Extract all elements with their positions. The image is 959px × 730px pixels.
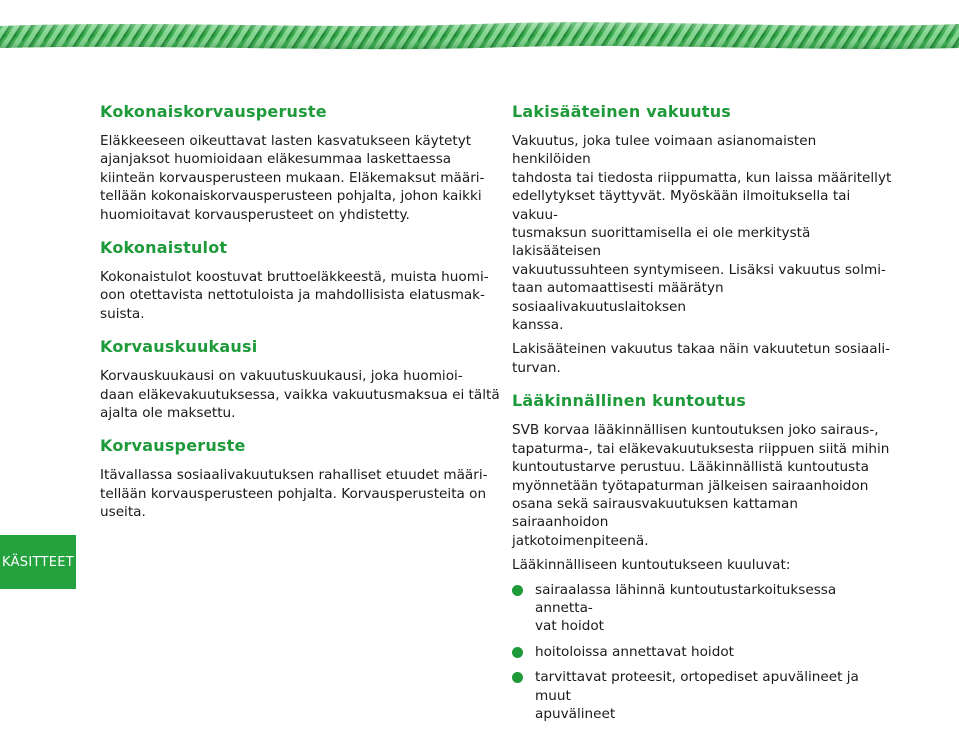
section-korvauskuukausi <box>100 337 500 422</box>
section-kokonaiskorvausperuste <box>100 102 500 224</box>
list-item-text: hoitoloissa annettavat hoidot <box>535 643 734 660</box>
heading-kokonaistulot: Kokonaistulot <box>100 238 228 258</box>
section-tab-label: KÄSITTEET <box>2 554 74 570</box>
list-item <box>512 668 892 723</box>
green-rope-decoration <box>0 18 959 52</box>
text-kokonaiskorvausperuste: Eläkkeeseen oikeuttavat lasten kasvatukseen käytetyt ajanjaksot huomioidaan eläkesummaa laskettaessa kiinteän korvausperusteen mukaan. Eläkemaksut määri- tellään kokonaiskorvausperusteen pohjalta, johon kaikki huomioitavat korvausperusteet on yhdistetty. <box>100 133 485 223</box>
bullet-list <box>512 581 892 724</box>
bullet-dot-icon <box>512 672 523 683</box>
list-item <box>512 643 892 661</box>
left-column <box>100 102 500 536</box>
section-lakisaateinen-vakuutus <box>512 102 892 377</box>
right-column <box>512 102 892 730</box>
heading-laakinnallinen-kuntoutus: Lääkinnällinen kuntoutus <box>512 391 746 411</box>
section-laakinnallinen-kuntoutus <box>512 391 892 723</box>
bullet-dot-icon <box>512 647 523 658</box>
text-lakisaateinen-vakuutus-2: Lakisääteinen vakuutus takaa näin vakuutetun sosiaali- turvan. <box>512 341 891 376</box>
text-korvausperuste: Itävallassa sosiaalivakuutuksen rahalliset etuudet määri- tellään korvausperusteen pohjalta. Korvausperusteita on useita. <box>100 467 488 521</box>
heading-korvauskuukausi: Korvauskuukausi <box>100 337 258 357</box>
text-lakisaateinen-vakuutus-1: Vakuutus, joka tulee voimaan asianomaisten henkilöiden tahdosta tai tiedosta riippumatta, kun laissa määritellyt edellytykset täyttyvät. Myöskään ilmoituksella tai vakuu- tusmaksun suorittamisella ei ole merkitystä lakisääteisen vakuutussuhteen syntymiseen. Lisäksi vakuutus solmi- taan automaattisesti määrätyn sosiaalivakuutuslaitoksen kanssa. <box>512 133 892 334</box>
list-item-text: tarvittavat proteesit, ortopediset apuvälineet ja muut apuvälineet <box>535 669 859 722</box>
text-laakinnallinen-kuntoutus-1: SVB korvaa lääkinnällisen kuntoutuksen joko sairaus-, tapaturma-, tai eläkevakuutuksesta riippuen siitä mihin kuntoutustarve perustuu. Lääkinnällistä kuntoutusta myönnetään työtapaturman jälkeisen sairaanhoidon osana sekä sairausvakuutuksen kattaman sairaanhoidon jatkotoimenpiteenä. <box>512 422 890 549</box>
bullet-dot-icon <box>512 585 523 596</box>
list-item <box>512 581 892 636</box>
section-tab-kasitteet <box>0 535 76 589</box>
heading-lakisaateinen-vakuutus: Lakisääteinen vakuutus <box>512 102 732 121</box>
section-kokonaistulot <box>100 238 500 323</box>
heading-kokonaiskorvausperuste: Kokonaiskorvausperuste <box>100 102 327 121</box>
text-kokonaistulot: Kokonaistulot koostuvat bruttoeläkkeestä, muista huomi- oon otettavista nettotuloista ja mahdollisista elatusmak- suista. <box>100 269 489 322</box>
section-korvausperuste <box>100 436 500 521</box>
list-item-text: sairaalassa lähinnä kuntoutustarkoituksessa annetta- vat hoidot <box>535 581 837 635</box>
text-laakinnallinen-kuntoutus-2: Lääkinnälliseen kuntoutukseen kuuluvat: <box>512 557 791 574</box>
text-korvauskuukausi: Korvauskuukausi on vakuutuskuukausi, joka huomioi- daan eläkevakuutuksessa, vaikka vakuutusmaksua ei tältä ajalta ole maksettu. <box>100 368 500 422</box>
heading-korvausperuste: Korvausperuste <box>100 436 246 456</box>
